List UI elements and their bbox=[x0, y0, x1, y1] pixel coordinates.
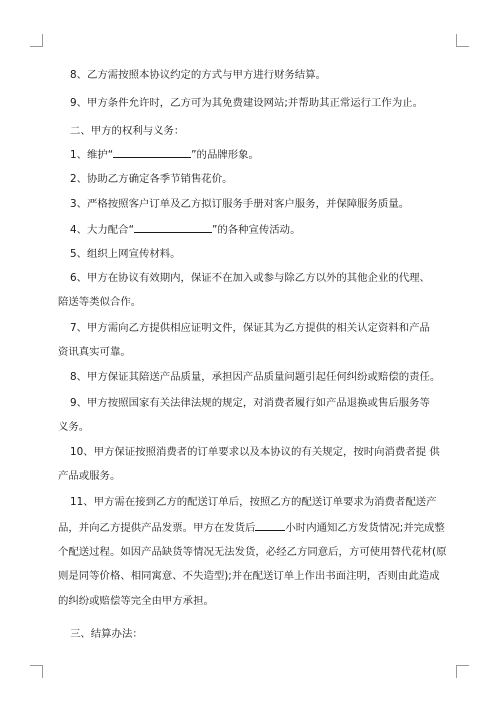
clause-a11: 11、甲方需在接到乙方的配送订单后，按照乙方的配送订单要求为消费者配送产 bbox=[70, 496, 437, 508]
clause-a11-continued-4: 的纠纷或赔偿等完全由甲方承担。 bbox=[58, 595, 214, 607]
crop-mark-top-left bbox=[30, 34, 43, 47]
clause-a2: 2、协助乙方确定各季节销售花价。 bbox=[70, 173, 233, 185]
clause-a8: 8、甲方保证其陪送产品质量，承担因产品质量问题引起任何纠纷或赔偿的责任。 bbox=[70, 371, 441, 383]
clause-a1-text-start: 1、维护“ bbox=[70, 149, 114, 161]
clause-a5: 5、组织上网宣传材料。 bbox=[70, 248, 181, 260]
clause-a1 bbox=[70, 147, 440, 162]
clause-a11-continued-3: 则是同等价格、相同寓意、不失造型);并在配送订单上作出书面注明，否则由此造成 bbox=[58, 570, 440, 582]
clause-a10-continued: 产品或服务。 bbox=[58, 470, 121, 482]
clause-a4-text-start: 4、大力配合“ bbox=[70, 224, 134, 236]
clause-a11-text-start: 品，并向乙方提供产品发票。甲方在发货后 bbox=[58, 522, 256, 534]
clause-a4-text-end: ”的各种宣传活动。 bbox=[211, 224, 301, 236]
section-heading-party-a: 二、甲方的权利与义务： bbox=[70, 125, 185, 137]
clause-a4 bbox=[70, 222, 440, 237]
clause-a7: 7、甲方需向乙方提供相应证明文件，保证其为乙方提供的相关认定资料和产品 bbox=[70, 322, 430, 334]
clause-a6: 6、甲方在协议有效期内，保证不在加入或参与除乙方以外的其他企业的代理、 bbox=[70, 272, 430, 284]
fill-in-blank bbox=[134, 222, 212, 233]
clause-b8: 8、乙方需按照本协议约定的方式与甲方进行财务结算。 bbox=[70, 69, 326, 81]
fill-in-blank bbox=[255, 520, 285, 531]
crop-mark-top-right bbox=[456, 34, 469, 47]
crop-mark-bottom-right bbox=[456, 665, 469, 678]
clause-a11-continued-1 bbox=[58, 520, 445, 535]
clause-a1-text-end: ”的品牌形象。 bbox=[191, 149, 259, 161]
clause-a11-text-end: 小时内通知乙方发货情况;并完成整 bbox=[285, 522, 445, 534]
clause-a10: 10、甲方保证按照消费者的订单要求以及本协议的有关规定，按时向消费者提 供 bbox=[70, 446, 440, 458]
crop-mark-bottom-left bbox=[30, 665, 43, 678]
clause-b9: 9、甲方条件允许时，乙方可为其免费建设网站;并帮助其正常运行工作为止。 bbox=[70, 97, 423, 109]
clause-a7-continued: 资讯真实可靠。 bbox=[58, 346, 131, 358]
clause-a9: 9、甲方按照国家有关法律法规的规定，对消费者履行如产品退换或售后服务等 bbox=[70, 397, 430, 409]
section-heading-settlement: 三、结算办法： bbox=[70, 628, 143, 640]
fill-in-blank bbox=[113, 147, 191, 158]
clause-a9-continued: 义务。 bbox=[58, 421, 90, 433]
clause-a11-continued-2: 个配送过程。如因产品缺货等情况无法发货，必经乙方同意后，方可使用替代花材(原 bbox=[58, 546, 447, 558]
clause-a6-continued: 陪送等类似合作。 bbox=[58, 296, 142, 308]
clause-a3: 3、严格按照客户订单及乙方拟订服务手册对客户服务，并保障服务质量。 bbox=[70, 198, 410, 210]
